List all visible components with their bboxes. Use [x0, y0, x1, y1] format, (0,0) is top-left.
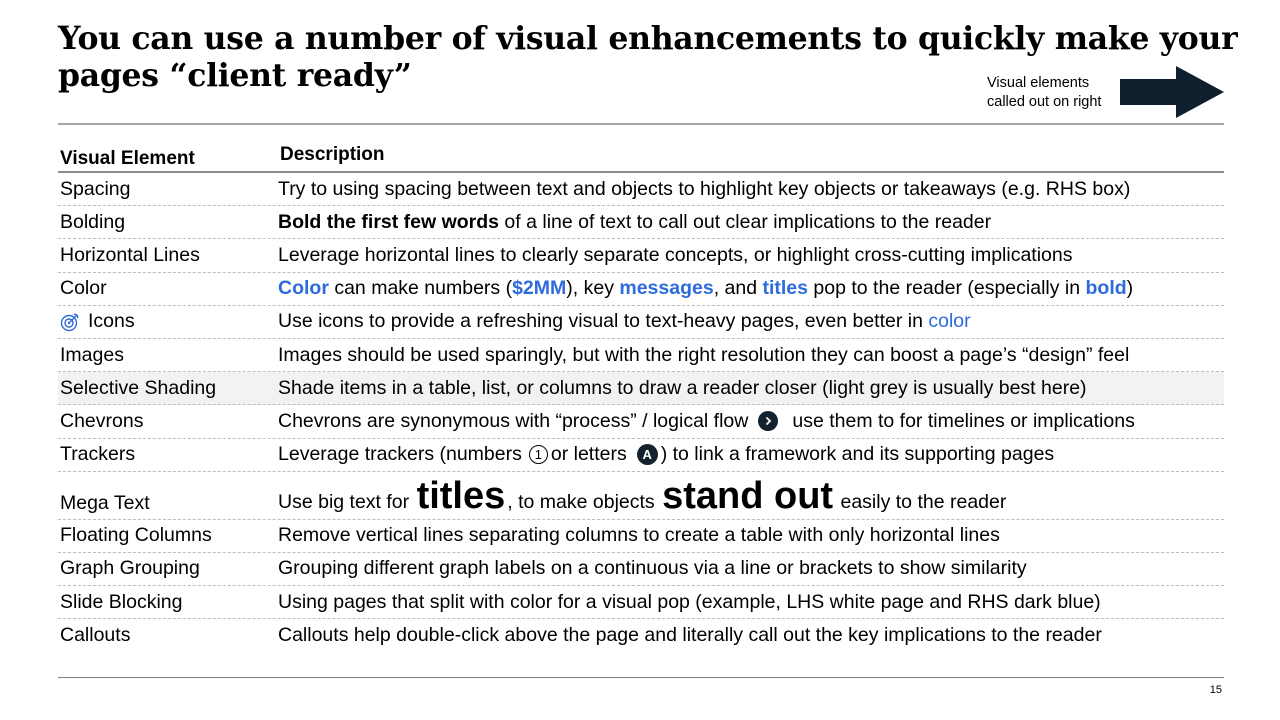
row-element: Graph Grouping: [60, 557, 200, 580]
table-row: [58, 173, 1224, 206]
row-element: Callouts: [60, 624, 131, 647]
description-text: , and: [713, 277, 763, 300]
description-text: ): [1126, 277, 1134, 300]
table-row: [58, 586, 1224, 619]
mega-text-stand-out: stand out: [662, 474, 834, 517]
callout-note-line2: called out on right: [987, 94, 1102, 110]
page-number: 15: [1209, 684, 1222, 696]
tracker-letter-badge: A: [637, 444, 658, 465]
row-description: [278, 410, 1224, 433]
row-description: Leverage horizontal lines to clearly separate concepts, or highlight cross-cutting implications: [278, 243, 1073, 266]
table-row: [58, 273, 1224, 306]
description-text: ) to link a framework and its supporting pages: [660, 443, 1055, 466]
color-word: Color: [278, 277, 329, 300]
row-element: Color: [60, 277, 107, 300]
row-description: [278, 443, 1224, 466]
color-messages: messages: [619, 277, 714, 300]
table-row-shaded: [58, 372, 1224, 405]
mega-text-titles: titles: [416, 474, 506, 517]
table-row: [58, 520, 1224, 553]
row-description: [278, 474, 1224, 517]
row-description: Try to using spacing between text and objects to highlight key objects or takeaways (e.g. RHS box): [278, 177, 1131, 200]
table-header: [58, 141, 1224, 173]
visual-elements-table: [58, 141, 1224, 652]
row-element: Trackers: [60, 443, 136, 466]
description-text: ), key: [566, 277, 620, 300]
description-text: Use big text for: [278, 490, 415, 513]
table-row: [58, 553, 1224, 586]
row-description: [278, 310, 1224, 333]
description-text: of a line of text to call out clear implications to the reader: [499, 210, 992, 233]
color-titles: titles: [762, 277, 808, 300]
description-text: or letters: [550, 443, 627, 466]
table-row: [58, 206, 1224, 239]
bold-lead-text: Bold the first few words: [278, 210, 500, 233]
description-text: pop to the reader (especially in: [808, 277, 1086, 300]
page-title: You can use a number of visual enhancements to quickly make your pages “client ready”: [58, 20, 1238, 94]
footer-divider: [58, 677, 1224, 678]
table-row: [58, 619, 1224, 652]
table-row: [58, 306, 1224, 339]
row-element-label: Icons: [88, 310, 135, 333]
description-text: Chevrons are synonymous with “process” / logical flow: [278, 409, 749, 432]
row-description: Callouts help double-click above the page and literally call out the key implications to the reader: [278, 624, 1102, 647]
row-element: Horizontal Lines: [60, 243, 200, 266]
description-text: , to make objects: [507, 490, 661, 513]
chevron-right-icon: [758, 411, 778, 431]
row-element: Mega Text: [60, 491, 150, 514]
description-text: use them to for timelines or implications: [792, 409, 1135, 432]
row-element: Bolding: [60, 210, 126, 233]
table-row: [58, 405, 1224, 438]
description-text: Use icons to provide a refreshing visual to text-heavy pages, even better in: [278, 310, 929, 333]
row-description: [278, 277, 1224, 300]
row-element: Slide Blocking: [60, 590, 183, 613]
row-description: Shade items in a table, list, or columns to draw a reader closer (light grey is usually best here): [278, 376, 1087, 399]
color-word: color: [928, 310, 971, 333]
row-element: [58, 310, 278, 333]
table-row: [58, 472, 1224, 520]
target-icon: [60, 312, 80, 332]
arrow-right-icon: [1120, 66, 1226, 118]
row-description: Images should be used sparingly, but with the right resolution they can boost a page’s “design” feel: [278, 343, 1130, 366]
description-text: easily to the reader: [835, 490, 1007, 513]
table-row: [58, 339, 1224, 372]
row-element: Images: [60, 343, 124, 366]
description-text: can make numbers (: [328, 277, 513, 300]
row-description: Remove vertical lines separating columns to create a table with only horizontal lines: [278, 524, 1000, 547]
color-bold: bold: [1085, 277, 1127, 300]
row-element: Chevrons: [60, 409, 144, 432]
tracker-number-badge: 1: [529, 445, 548, 464]
row-element: Floating Columns: [60, 524, 212, 547]
header-visual-element: Visual Element: [60, 148, 195, 169]
table-row: [58, 239, 1224, 272]
table-row: [58, 439, 1224, 472]
row-description: [278, 211, 1224, 234]
row-description: Grouping different graph labels on a continuous via a line or brackets to show similarity: [278, 557, 1027, 580]
callout-note-line1: Visual elements: [987, 75, 1090, 91]
row-element: Selective Shading: [60, 376, 217, 399]
row-description: Using pages that split with color for a visual pop (example, LHS white page and RHS dark blue): [278, 590, 1101, 613]
callout-note: [987, 74, 1101, 112]
header-description: Description: [280, 144, 385, 165]
description-text: Leverage trackers (numbers: [278, 443, 522, 466]
row-element: Spacing: [60, 177, 131, 200]
title-divider: [58, 123, 1224, 125]
color-number: $2MM: [512, 277, 567, 300]
